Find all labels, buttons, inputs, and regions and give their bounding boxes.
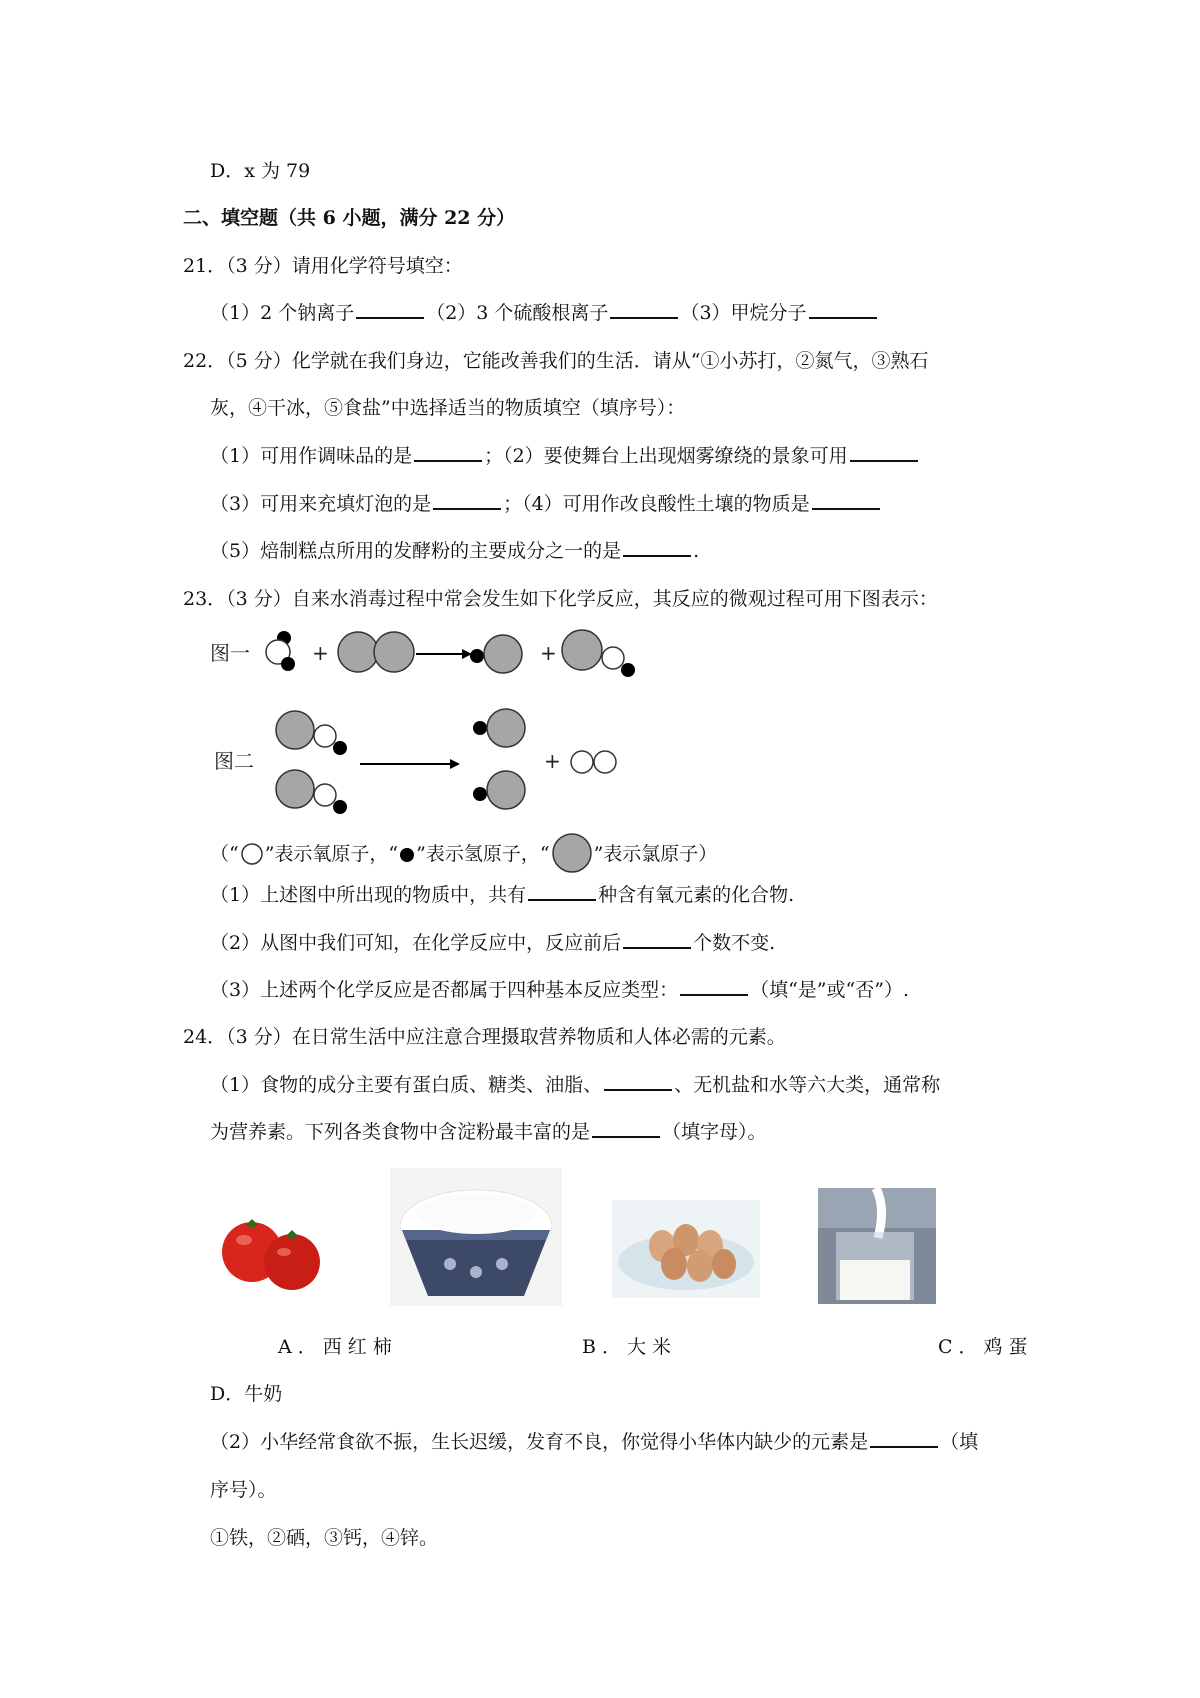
tomato-picture — [212, 1200, 334, 1295]
arrow-head — [450, 759, 460, 769]
q24-sub1-b: 、无机盐和水等六大类，通常称 — [674, 1074, 941, 1096]
q22-stem-b: 灰，④干冰，⑤食盐”中选择适当的物质填空（填序号）： — [210, 397, 686, 419]
q24-sub1-a: （1）食物的成分主要有蛋白质、糖类、油脂、 — [210, 1074, 603, 1096]
plus-sign: + — [540, 641, 557, 665]
option-c-egg: C．鸡蛋 — [938, 1336, 1034, 1358]
chlorine-atom — [487, 771, 525, 809]
q22-sub1-2 — [210, 442, 920, 470]
q22-sub3: （3）可用来充填灯泡的是 — [210, 493, 432, 515]
q24-sub1-d: （填字母）。 — [662, 1121, 767, 1143]
oxygen-atom — [602, 647, 624, 669]
chlorine-atom — [276, 770, 314, 808]
hcl-molecule — [473, 771, 525, 809]
answer-blank[interactable] — [809, 299, 877, 319]
answer-blank[interactable] — [680, 976, 748, 996]
q21-part1: （1）2 个钠离子 — [210, 302, 355, 324]
hclo-molecule — [276, 711, 347, 755]
option-d-line: D．x 为 79 — [210, 160, 311, 182]
chlorine-atom-icon — [550, 833, 594, 877]
chlorine-atom — [338, 632, 378, 672]
chlorine-atom — [487, 709, 525, 747]
chlorine-atom — [562, 630, 602, 670]
fig2-label: 图二 — [214, 749, 254, 773]
hclo-product-molecule — [562, 630, 635, 677]
hydrogen-atom — [281, 657, 295, 671]
q22-sub5 — [210, 537, 699, 565]
q24-sub2-line2: 序号）。 — [210, 1479, 277, 1501]
hclo-molecule — [266, 631, 295, 671]
q22-sub5-end: . — [693, 540, 700, 562]
q24-sub1-c: 为营养素。下列各类食物中含淀粉最丰富的是 — [210, 1121, 591, 1143]
q23-sub3-a: （3）上述两个化学反应是否都属于四种基本反应类型： — [210, 979, 679, 1001]
hcl-molecule — [470, 635, 522, 673]
q21-stem: 21．（3 分）请用化学符号填空： — [183, 255, 463, 277]
answer-blank[interactable] — [414, 442, 482, 462]
q23-stem: 23．（3 分）自来水消毒过程中常会发生如下化学反应，其反应的微观过程可用下图表示： — [183, 588, 938, 610]
q24-sub2-line1 — [210, 1428, 978, 1456]
q24-sub1-line1 — [210, 1071, 940, 1099]
option-a-tomato: A．西红柿 — [278, 1336, 398, 1358]
legend-text: （“ — [210, 843, 239, 865]
section-title: 二、填空题（共 6 小题，满分 22 分） — [183, 207, 516, 229]
q22-sub1: （1）可用作调味品的是 — [210, 445, 413, 467]
q23-sub2 — [210, 929, 775, 957]
q21-part2: （2）3 个硫酸根离子 — [426, 302, 609, 324]
q24-sub2-options: ①铁，②硒，③钙，④锌。 — [210, 1527, 439, 1549]
oxygen-atom-icon — [239, 842, 265, 868]
q23-sub2-b: 个数不变. — [693, 932, 776, 954]
answer-blank[interactable] — [623, 929, 691, 949]
legend-text: ”表示氢原子，“ — [416, 843, 550, 865]
atom-legend — [210, 833, 717, 877]
q22-stem-a: 22．（5 分）化学就在我们身边，它能改善我们的生活．请从“①小苏打，②氮气，③熟石 — [183, 350, 929, 372]
hydrogen-atom — [333, 800, 347, 814]
chlorine-atom — [374, 632, 414, 672]
q24-stem: 24．（3 分）在日常生活中应注意合理摄取营养物质和人体必需的元素。 — [183, 1026, 786, 1048]
o2-molecule — [571, 751, 616, 773]
q22-sub5-text: （5）焙制糕点所用的发酵粉的主要成分之一的是 — [210, 540, 622, 562]
q24-sub2-b: （填 — [940, 1431, 979, 1453]
q23-sub1 — [210, 881, 794, 909]
hydrogen-atom — [473, 787, 487, 801]
rice-picture — [390, 1168, 562, 1306]
q24-sub2-a: （2）小华经常食欲不振，生长迟缓，发育不良，你觉得小华体内缺少的元素是 — [210, 1431, 869, 1453]
oxygen-atom — [314, 725, 336, 747]
q22-sub3-4 — [210, 490, 882, 518]
q22-sub2: ；（2）要使舞台上出现烟雾缭绕的景象可用 — [484, 445, 848, 467]
hcl-molecule — [473, 709, 525, 747]
answer-blank[interactable] — [433, 490, 501, 510]
answer-blank[interactable] — [610, 299, 678, 319]
answer-blank[interactable] — [850, 442, 918, 462]
q21-parts — [210, 299, 879, 327]
legend-text: ”表示氧原子，“ — [264, 843, 399, 865]
hydrogen-atom — [333, 741, 347, 755]
answer-blank[interactable] — [528, 881, 596, 901]
q23-sub3 — [210, 976, 909, 1004]
q23-sub1-a: （1）上述图中所出现的物质中，共有 — [210, 884, 527, 906]
eggs-picture — [612, 1200, 760, 1298]
hydrogen-atom-icon — [398, 846, 416, 864]
reaction-figure-1 — [200, 620, 650, 690]
cl2-molecule — [338, 632, 414, 672]
reaction-figure-2 — [200, 700, 650, 820]
answer-blank[interactable] — [812, 490, 880, 510]
option-b-rice: B．大米 — [582, 1336, 677, 1358]
chlorine-atom — [484, 635, 522, 673]
hydrogen-atom — [470, 649, 484, 663]
milk-picture — [818, 1188, 936, 1304]
oxygen-atom — [314, 784, 336, 806]
answer-blank[interactable] — [356, 299, 424, 319]
answer-blank[interactable] — [623, 537, 691, 557]
q23-sub2-a: （2）从图中我们可知，在化学反应中，反应前后 — [210, 932, 622, 954]
q21-part3: （3）甲烷分子 — [680, 302, 807, 324]
answer-blank[interactable] — [592, 1118, 660, 1138]
option-d-milk: D．牛奶 — [210, 1383, 283, 1405]
chlorine-atom — [276, 711, 314, 749]
hydrogen-atom — [621, 663, 635, 677]
q23-sub1-b: 种含有氧元素的化合物. — [598, 884, 795, 906]
fig1-label: 图一 — [210, 641, 250, 665]
hclo-molecule — [276, 770, 347, 814]
answer-blank[interactable] — [604, 1071, 672, 1091]
q23-sub3-b: （填“是”或“否”）. — [750, 979, 909, 1001]
q24-sub1-line2 — [210, 1118, 767, 1146]
oxygen-atom — [571, 751, 593, 773]
legend-text: ”表示氯原子） — [593, 843, 718, 865]
oxygen-atom — [594, 751, 616, 773]
hydrogen-atom — [473, 721, 487, 735]
plus-sign: + — [544, 749, 561, 773]
answer-blank[interactable] — [870, 1428, 938, 1448]
q22-sub4: ；（4）可用作改良酸性土壤的物质是 — [503, 493, 810, 515]
plus-sign: + — [312, 641, 329, 665]
